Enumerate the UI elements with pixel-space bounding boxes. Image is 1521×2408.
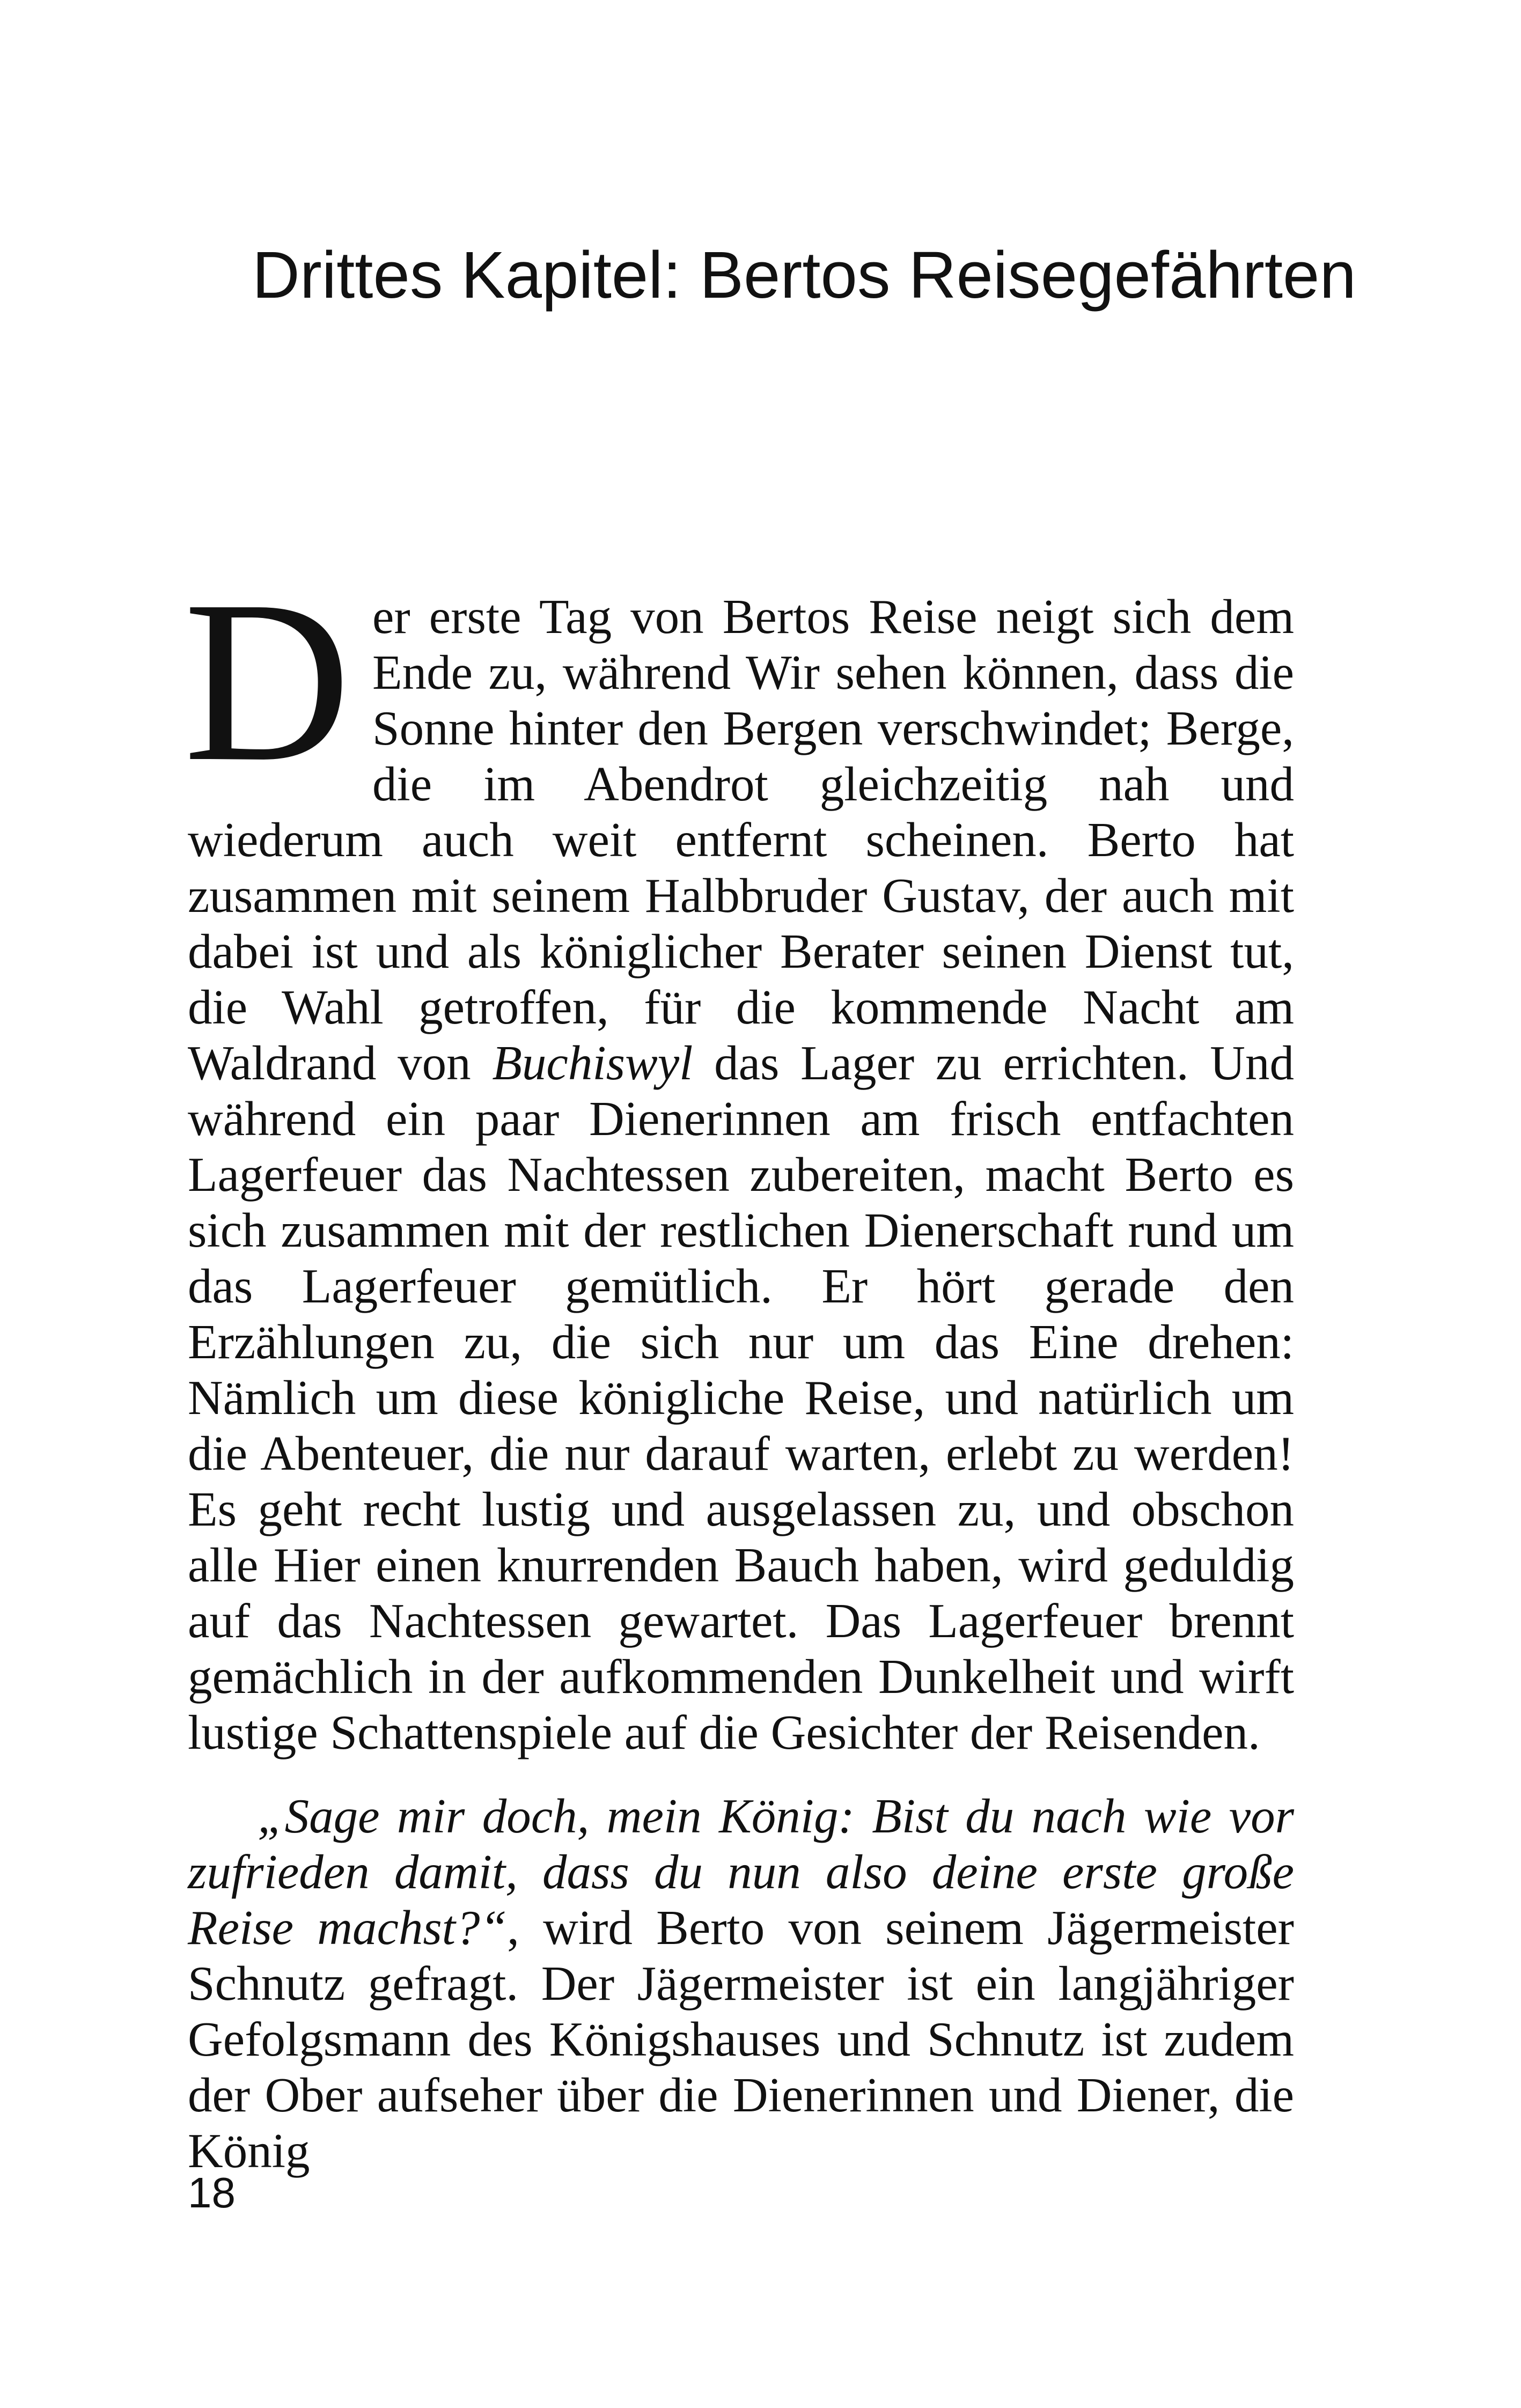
chapter-title: Drittes Kapitel: Bertos Reisegefährten (252, 239, 1356, 312)
paragraph-2 (188, 1788, 1294, 2179)
paragraph-1-text-a: er erste Tag von Bertos Reise neigt sich dem Ende zu, während Wir sehen können, dass die Sonne hinter den Bergen verschwindet; Berge, die im Abendrot gleichzeitig nah und wiederum auch weit entfernt scheinen. Berto hat zusammen mit seinem Halbbruder Gustav, der auch mit dabei ist und als königlicher Berater seinen Dienst tut, die Wahl getroffen, für die kommende Nacht am Waldrand von (188, 590, 1294, 1090)
paragraph-1 (183, 553, 1294, 1761)
place-name: Buchiswyl (492, 1036, 693, 1090)
page-number: 18 (188, 2169, 236, 2216)
drop-cap: D (183, 553, 351, 809)
paragraph-1-text-b: das Lager zu errichten. Und während ein paar Dienerinnen am frisch entfachten Lagerfeuer das Nachtessen zubereiten, macht Berto es sich zusammen mit der restlichen Dienerschaft rund um das Lagerfeuer gemütlich. Er hört gerade den Erzählungen zu, die sich nur um das Eine drehen: Nämlich um diese königliche Reise, und natürlich um die Abenteuer, die nur darauf warten, erlebt zu werden! Es geht recht lustig und ausgelassen zu, und obschon alle Hier einen knurrenden Bauch haben, wird geduldig auf das Nachtessen gewartet. Das Lagerfeuer brennt gemächlich in der aufkommenden Dunkelheit und wirft lustige Schattenspiele auf die Gesichter der Reisenden. (188, 1036, 1294, 1759)
dialogue-quote: „Sage mir doch, mein König: Bist du nach wie vor zufrieden damit, dass du nun also deine erste große Reise machst?“ (188, 1789, 1294, 1955)
paragraph-2-text: , wird Berto von seinem Jägermeister Schnutz gefragt. Der Jägermeister ist ein langjähriger Gefolgsmann des Königshauses und Schnutz ist zudem der Ober aufseher über die Dienerinnen und Diener, die König (188, 1901, 1294, 2178)
body-text (183, 553, 1294, 2179)
